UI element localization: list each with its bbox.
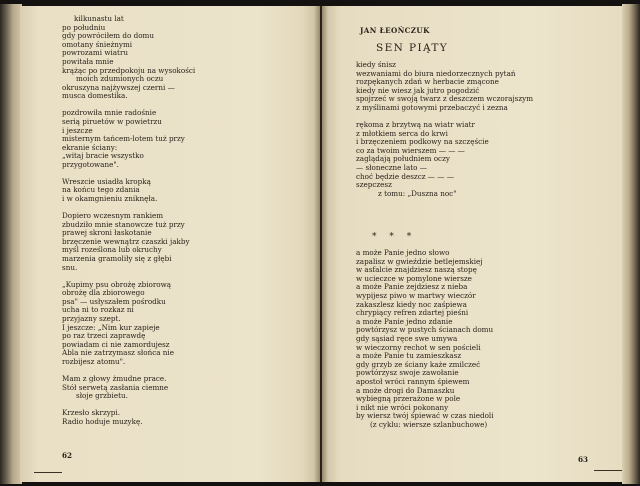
poem-line: krążąc po przedpokoju na wysokości: [62, 65, 196, 75]
poem-line: słoje grzbietu.: [76, 391, 128, 401]
poem-line: w ucieczce w pomylone wiersze: [356, 273, 472, 283]
poem-line: gdy grzyb ze ściany każe zmilczeć: [356, 359, 481, 369]
poem-line: powiadam ci nie zamordujesz: [62, 339, 170, 349]
poem-line: pozdrowiła mnie radośnie: [62, 108, 157, 118]
left-page-edges: [0, 4, 22, 484]
poem-line: chrypiący refren zdartej pieśni: [356, 308, 469, 318]
poem-line: misternym tańcem-lotem tuż przy: [62, 134, 185, 144]
poem-line: powitała mnie: [62, 56, 114, 66]
poem-line: musca domestika.: [62, 91, 128, 101]
poem-line: Abla nie zatrzymasz słońca nie: [62, 348, 174, 358]
poem-line: gdy sąsiad ręce swe umywa: [356, 333, 458, 343]
poem-line: wybiegną przerażone w pole: [356, 394, 461, 404]
poem-line: apostoł wróci rannym śpiewem: [356, 376, 470, 386]
poem-line: zapalisz w gwieździe betlejemskiej: [356, 256, 483, 266]
poem-line: moich zdumionych oczu: [76, 74, 164, 84]
poem-line: rozbijesz atomu".: [62, 356, 126, 366]
poem-line: z myślinami gotowymi przebaczyć i zezna: [356, 102, 508, 112]
poem-line: kiedy śnisz: [356, 60, 396, 69]
poem-line: a może Panie jedno zdanie: [356, 316, 453, 326]
poem-line: ucha ni to rozkaz ni: [62, 305, 134, 315]
poem-line: w asfalcie znajdziesz naszą stopę: [356, 265, 477, 275]
poem-line: zaglądają południem oczy: [356, 154, 450, 164]
poem-line: kiedy nie wiesz jak jutro pogodzić: [356, 85, 480, 95]
poem-line: zbudziło mnie stanowcze tuż przy: [62, 219, 185, 229]
poem-line: rękoma z brzytwą na wiatr wiatr: [356, 119, 475, 129]
poem-line: a może Panie jedno słowo: [356, 248, 450, 257]
poem-line: gdy powróciłem do domu: [62, 31, 154, 41]
poem-line: co za twoim wierszem — — —: [356, 145, 465, 155]
poem-line: Stół serwetą zasłania ciemne: [62, 382, 169, 392]
right-page-poem: [356, 61, 533, 198]
corner-mark: [34, 472, 62, 473]
poem-line: w wieczorny rechot w sen pościeli: [356, 342, 481, 352]
poem-line: by wiersz twój śpiewać w czas niedoli: [356, 411, 494, 421]
poem-line: brzęczenie wewnątrz czaszki jakby: [62, 236, 190, 246]
poem-line: po południu: [62, 22, 106, 32]
poem-title: SEN PIĄTY: [376, 42, 449, 54]
poem-line: spojrzeć w swoją twarz z deszczem wczorajszym: [356, 94, 534, 104]
poem-line: powtórzysz w pustych ścianach domu: [356, 325, 494, 335]
right-page-second-poem: [356, 249, 494, 429]
right-page-edges: [622, 4, 640, 484]
poem-line: rozpękanych zdań w herbacie zmącone: [356, 77, 499, 87]
poem-line: wezwaniami do biura niedorzecznych pytań: [356, 68, 516, 78]
poem-line: Dopiero wczesnym rankiem: [62, 211, 164, 221]
poem-line: Krzesło skrzypi.: [62, 408, 120, 418]
poem-line: omotany śnieżnymi: [62, 39, 133, 49]
poem-line: zakaszlesz kiedy noc zaśpiewa: [356, 299, 467, 309]
poem-line: i nikt nie wróci pokonany: [356, 402, 449, 412]
poem-line: serią piruetów w powietrzu: [62, 116, 162, 126]
poem-line: kilkunastu lat: [74, 14, 124, 23]
page-number-right: 63: [578, 455, 589, 464]
poem-line: obrożę dla zbiorowego: [62, 288, 145, 298]
left-page-poem: [62, 15, 195, 426]
poem-line: a może Panie zejdziesz z nieba: [356, 282, 468, 292]
poem-line: i jeszcze: [62, 125, 93, 135]
page-number-left: 62: [62, 451, 73, 460]
poem-line: choć będzie deszcz — — —: [356, 171, 454, 181]
author-header: JAN ŁEOŃCZUK: [360, 26, 430, 35]
poem-line: marzenia gramoliły się z głębi: [62, 254, 172, 264]
poem-line: i w okamgnieniu zniknęła.: [62, 194, 158, 204]
poem-line: szepczesz: [356, 180, 392, 190]
poem-line: na końcu tego zdania: [62, 185, 140, 195]
poem-line: powtórzysz swoje zawołanie: [356, 368, 459, 378]
poem-line: Mam z głowy żmudne prace.: [62, 373, 167, 383]
poem-line: wypijesz piwo w martwy wieczór: [356, 290, 476, 300]
poem-line: psa" — usłyszałem pośrodku: [62, 296, 166, 306]
corner-mark: [594, 470, 622, 471]
poem-line: a może drogi do Damaszku: [356, 385, 455, 395]
poem-line: przygotowane".: [62, 159, 119, 169]
poem-line: „witaj bracie wszystko: [62, 151, 144, 161]
poem-line: Radio hoduje muzykę.: [62, 416, 143, 426]
poem-line: powrozami wiatru: [62, 48, 129, 58]
poem-line: okruszyna najżywszej czerni —: [62, 82, 175, 92]
poem-line: myśl roześlona lub okruchy: [62, 245, 162, 255]
poem-line: Wreszcie usiadła kropką: [62, 176, 151, 186]
poem-line: I jeszcze: „Nim kur zapieje: [62, 322, 160, 332]
poem-line: „Kupimy psu obrożę zbiorową: [62, 279, 172, 289]
section-separator: * * *: [372, 232, 417, 242]
poem-source: (z cyklu: wiersze szlanbuchowe): [370, 419, 488, 429]
poem-line: przyjazny szept.: [62, 313, 121, 323]
poem-line: po raz trzeci zaprawdę: [62, 331, 146, 341]
book-gutter: [314, 6, 328, 482]
poem-line: ekranie ściany:: [62, 142, 118, 152]
poem-line: z młotkiem serca do krwi: [356, 128, 448, 138]
poem-line: i brzęczeniem podkowy na szczęście: [356, 137, 489, 147]
poem-source: z tomu: „Duszna noc": [378, 188, 457, 198]
poem-line: snu.: [62, 262, 78, 272]
poem-line: prawej skroni łaskotanie: [62, 228, 152, 238]
poem-line: — słoneczne lato —: [356, 162, 427, 172]
poem-line: a może Panie tu zamieszkasz: [356, 351, 462, 361]
